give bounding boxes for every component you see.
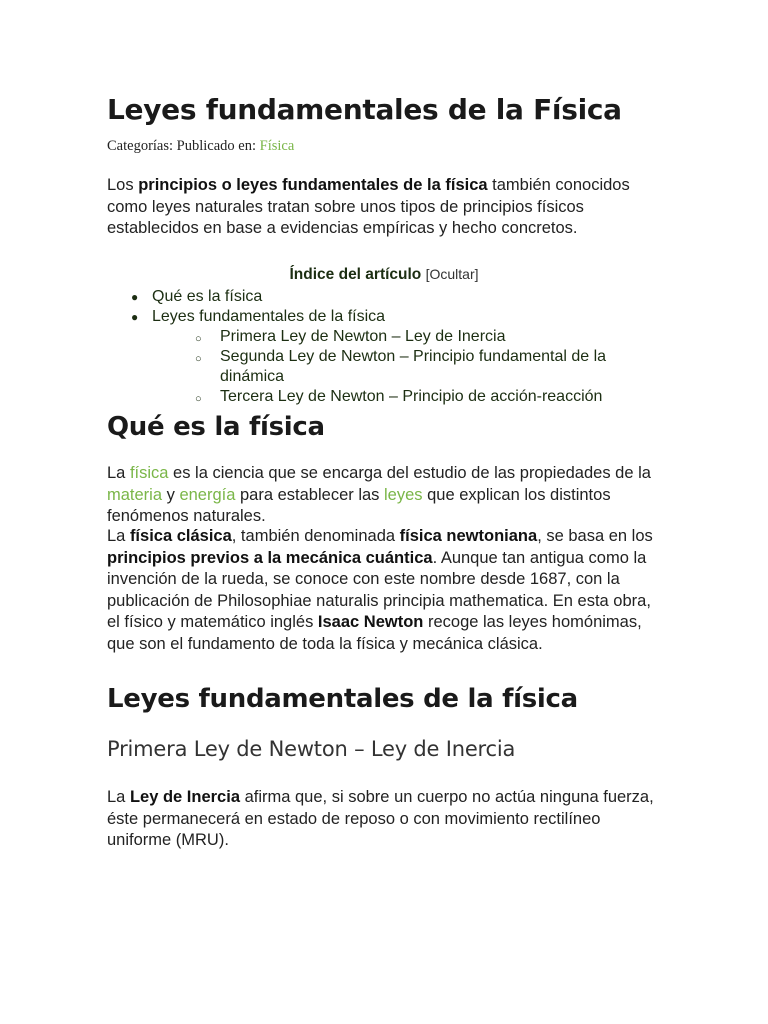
text: que explican los distintos fenómenos naturales. bbox=[107, 485, 611, 525]
bold-text: Ley de Inercia bbox=[129, 788, 240, 806]
text: . Aunque tan antigua como la invención de la rueda, se conoce con este nombre desde 1687, con la publicación de Philosophiae naturalis principia mathematica. En esta obra, el físico y matemático inglés bbox=[107, 548, 651, 631]
bold-text: física clásica bbox=[129, 527, 232, 545]
link-fisica[interactable]: física bbox=[129, 464, 169, 482]
text: , también denominada bbox=[231, 527, 400, 545]
bold-text: principios previos a la mecánica cuántica bbox=[107, 548, 433, 567]
intro-text-end: también conocidos como leyes naturales tratan sobre unos tipos de principios físicos establecidos en base a evidencias empíricas y hecho concretos. bbox=[107, 176, 630, 237]
toc-item-label: Leyes fundamentales de la física bbox=[152, 308, 386, 325]
section-heading-que-es-la-fisica: Qué es la física bbox=[107, 412, 325, 442]
intro-bold: principios o leyes fundamentales de la física bbox=[138, 176, 488, 194]
text: afirma que, si sobre un cuerpo no actúa ninguna fuerza, éste permanecerá en estado de reposo o con movimiento rectilíneo uniforme (MRU). bbox=[107, 788, 654, 849]
text: para establecer las bbox=[235, 485, 385, 504]
circle-bullet-icon: ○ bbox=[195, 393, 202, 405]
toc-subitem-label: Tercera Ley de Newton – Principio de acción-reacción bbox=[220, 388, 603, 405]
page-title: Leyes fundamentales de la Física bbox=[107, 93, 622, 126]
category-link-fisica[interactable]: Física bbox=[259, 138, 295, 154]
section-heading-leyes-fundamentales: Leyes fundamentales de la física bbox=[107, 684, 578, 714]
bold-text: Isaac Newton bbox=[317, 613, 424, 631]
toc-list bbox=[131, 287, 628, 327]
toc-subitem-segunda-ley[interactable] bbox=[195, 347, 628, 387]
text: , se basa en los bbox=[537, 527, 653, 545]
text: recoge las leyes homónimas, que son el fundamento de toda la física y mecánica clásica. bbox=[107, 613, 642, 653]
bullet-icon: ● bbox=[131, 310, 139, 324]
toc-toggle-button[interactable]: [Ocultar] bbox=[425, 266, 479, 282]
toc-sublist bbox=[195, 327, 628, 407]
section1-paragraph-1 bbox=[107, 463, 668, 528]
toc-subitem-tercera-ley[interactable] bbox=[195, 387, 628, 407]
section2-paragraph-1 bbox=[107, 787, 664, 852]
circle-bullet-icon: ○ bbox=[195, 333, 202, 345]
text: y bbox=[162, 485, 180, 504]
toc-item-leyes-fundamentales[interactable] bbox=[131, 307, 628, 327]
toc-item-label: Qué es la física bbox=[152, 288, 263, 305]
toc-title: Índice del artículo bbox=[289, 266, 422, 283]
link-leyes[interactable]: leyes bbox=[384, 485, 423, 504]
intro-paragraph bbox=[107, 175, 668, 240]
text: La bbox=[107, 464, 130, 482]
intro-text: Los bbox=[107, 176, 139, 194]
bold-text: física newtoniana bbox=[399, 527, 538, 545]
text: La bbox=[107, 788, 130, 806]
subheading-primera-ley: Primera Ley de Newton – Ley de Inercia bbox=[107, 737, 516, 761]
bullet-icon: ● bbox=[131, 290, 139, 304]
link-materia[interactable]: materia bbox=[107, 485, 163, 504]
link-energia[interactable]: energía bbox=[179, 485, 236, 504]
toc-item-que-es-la-fisica[interactable] bbox=[131, 287, 628, 307]
section1-paragraph-2 bbox=[107, 526, 664, 655]
toc-subitem-primera-ley[interactable] bbox=[195, 327, 628, 347]
toc-subitem-label: Primera Ley de Newton – Ley de Inercia bbox=[220, 328, 506, 345]
toc-subitem-label: Segunda Ley de Newton – Principio fundamental de la dinámica bbox=[220, 348, 607, 385]
text: es la ciencia que se encarga del estudio de las propiedades de la bbox=[168, 464, 651, 482]
toc-header bbox=[0, 266, 768, 284]
categories-line bbox=[107, 138, 768, 155]
categories-prefix: Categorías: Publicado en: bbox=[107, 138, 260, 154]
circle-bullet-icon: ○ bbox=[195, 353, 202, 365]
text: La bbox=[107, 527, 130, 545]
